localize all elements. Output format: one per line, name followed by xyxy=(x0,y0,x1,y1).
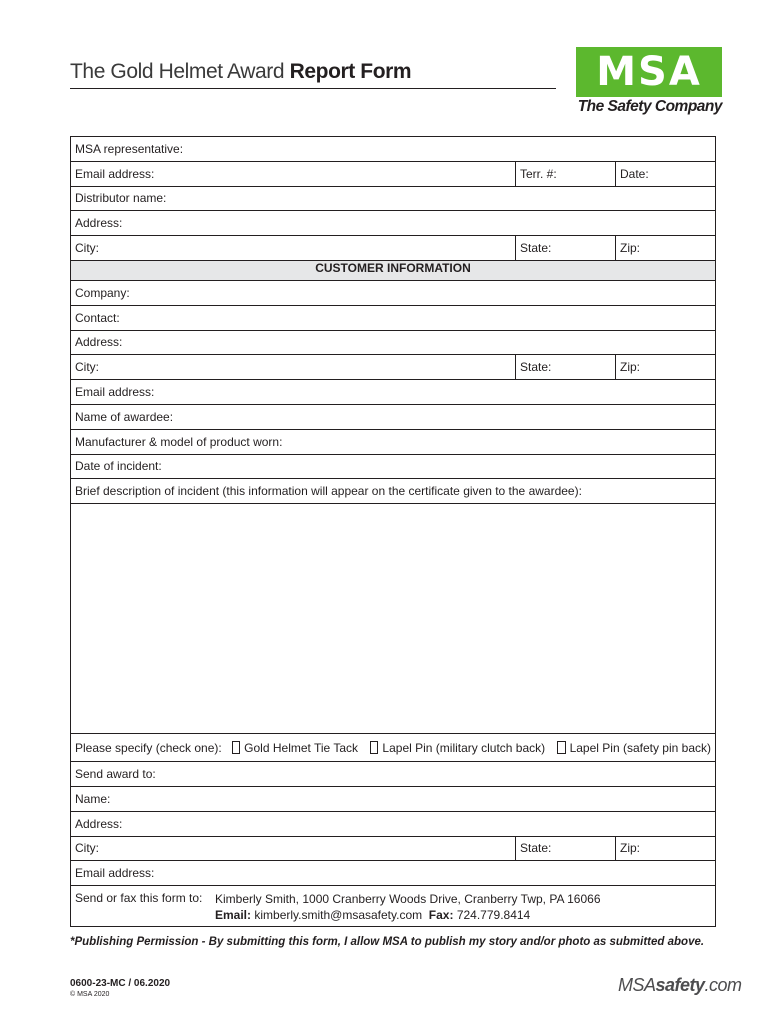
send-city-label: City: xyxy=(75,841,99,856)
rep-city-row xyxy=(71,236,715,261)
incident-date-row[interactable] xyxy=(71,455,715,480)
send-name-label: Name: xyxy=(75,791,111,806)
award-type-row xyxy=(71,734,715,762)
terr-label: Terr. #: xyxy=(520,166,557,181)
rep-address-row[interactable] xyxy=(71,211,715,236)
send-address-row[interactable] xyxy=(71,812,715,837)
send-state-label: State: xyxy=(520,841,552,856)
customer-zip-label: Zip: xyxy=(620,360,641,375)
send-zip-label: Zip: xyxy=(620,841,641,856)
fax-label: Send or fax this form to: xyxy=(75,891,203,906)
safety-pin-label: Lapel Pin (safety pin back) xyxy=(569,740,711,755)
contact-line: Kimberly Smith, 1000 Cranberry Woods Drive, Cranberry Twp, PA 16066 xyxy=(215,892,601,907)
customer-address-row[interactable] xyxy=(71,331,715,356)
customer-state-label: State: xyxy=(520,360,552,375)
rep-city-field[interactable] xyxy=(71,236,515,260)
title-bold: Report Form xyxy=(289,60,412,83)
military-clutch-checkbox[interactable] xyxy=(370,741,378,754)
award-type-prompt: Please specify (check one): xyxy=(75,740,222,755)
msa-representative-label: MSA representative: xyxy=(75,141,184,156)
form-code: 0600-23-MC / 06.2020 xyxy=(70,978,171,989)
send-city-row xyxy=(71,837,715,862)
rep-email-field[interactable] xyxy=(71,162,515,186)
military-clutch-label: Lapel Pin (military clutch back) xyxy=(382,740,546,755)
website-prefix: MSA xyxy=(618,975,656,995)
contact-email-fax xyxy=(215,907,530,923)
customer-address-label: Address: xyxy=(75,335,123,350)
send-email-label: Email address: xyxy=(75,866,155,881)
fax-details xyxy=(211,886,715,923)
title-divider xyxy=(70,88,556,89)
send-state-field[interactable] xyxy=(515,837,615,861)
tie-tack-checkbox[interactable] xyxy=(232,741,240,754)
company-row[interactable] xyxy=(71,281,715,306)
page-title xyxy=(70,60,411,84)
customer-city-field[interactable] xyxy=(71,355,515,379)
send-award-row xyxy=(71,762,715,787)
rep-state-field[interactable] xyxy=(515,236,615,260)
customer-email-row[interactable] xyxy=(71,380,715,405)
title-light: The Gold Helmet Award xyxy=(70,60,290,83)
fax-number-label: Fax: xyxy=(428,908,454,923)
email-label: Email: xyxy=(215,908,252,923)
terr-field[interactable] xyxy=(515,162,615,186)
rep-zip-field[interactable] xyxy=(615,236,715,260)
rep-city-label: City: xyxy=(75,241,99,256)
fax-row xyxy=(71,886,715,926)
customer-zip-field[interactable] xyxy=(615,355,715,379)
product-row[interactable] xyxy=(71,430,715,455)
rep-zip-label: Zip: xyxy=(620,241,641,256)
company-label: Company: xyxy=(75,285,130,300)
awardee-label: Name of awardee: xyxy=(75,409,174,424)
incident-date-label: Date of incident: xyxy=(75,459,162,474)
send-email-row[interactable] xyxy=(71,861,715,886)
customer-section-header xyxy=(71,261,715,281)
website-bold: safety xyxy=(655,975,705,995)
description-label: Brief description of incident (this information will appear on the certificate given to the awardee): xyxy=(75,484,582,499)
rep-address-label: Address: xyxy=(75,216,123,231)
safety-pin-checkbox[interactable] xyxy=(557,741,565,754)
distributor-row[interactable] xyxy=(71,187,715,212)
customer-city-row xyxy=(71,355,715,380)
contact-row[interactable] xyxy=(71,306,715,331)
rep-state-label: State: xyxy=(520,241,552,256)
product-label: Manufacturer & model of product worn: xyxy=(75,434,283,449)
customer-city-label: City: xyxy=(75,360,99,375)
contact-label: Contact: xyxy=(75,310,120,325)
send-award-label: Send award to: xyxy=(75,767,156,782)
date-label: Date: xyxy=(620,166,649,181)
msa-logo xyxy=(576,47,722,97)
customer-email-label: Email address: xyxy=(75,385,155,400)
send-city-field[interactable] xyxy=(71,837,515,861)
copyright: © MSA 2020 xyxy=(70,991,110,998)
rep-email-label: Email address: xyxy=(75,166,155,181)
tie-tack-label: Gold Helmet Tie Tack xyxy=(244,740,358,755)
awardee-row[interactable] xyxy=(71,405,715,430)
website-suffix: .com xyxy=(704,975,742,995)
tagline: The Safety Company xyxy=(577,98,722,115)
website-link[interactable] xyxy=(618,975,742,996)
customer-section-title: CUSTOMER INFORMATION xyxy=(315,260,471,275)
description-textarea[interactable] xyxy=(71,504,715,734)
date-field[interactable] xyxy=(615,162,715,186)
send-zip-field[interactable] xyxy=(615,837,715,861)
fax-number: 724.779.8414 xyxy=(456,908,531,923)
send-name-row[interactable] xyxy=(71,787,715,812)
email-link[interactable]: kimberly.smith@msasafety.com xyxy=(254,908,423,923)
report-form xyxy=(70,136,716,927)
publishing-notice: *Publishing Permission - By submitting this form, I allow MSA to publish my story and/or photo as submitted above. xyxy=(70,936,705,948)
rep-email-row xyxy=(71,162,715,187)
logo-text: MSA xyxy=(596,49,702,95)
send-address-label: Address: xyxy=(75,816,123,831)
customer-state-field[interactable] xyxy=(515,355,615,379)
msa-representative-row[interactable] xyxy=(71,137,715,162)
distributor-label: Distributor name: xyxy=(75,191,167,206)
description-label-row xyxy=(71,479,715,504)
